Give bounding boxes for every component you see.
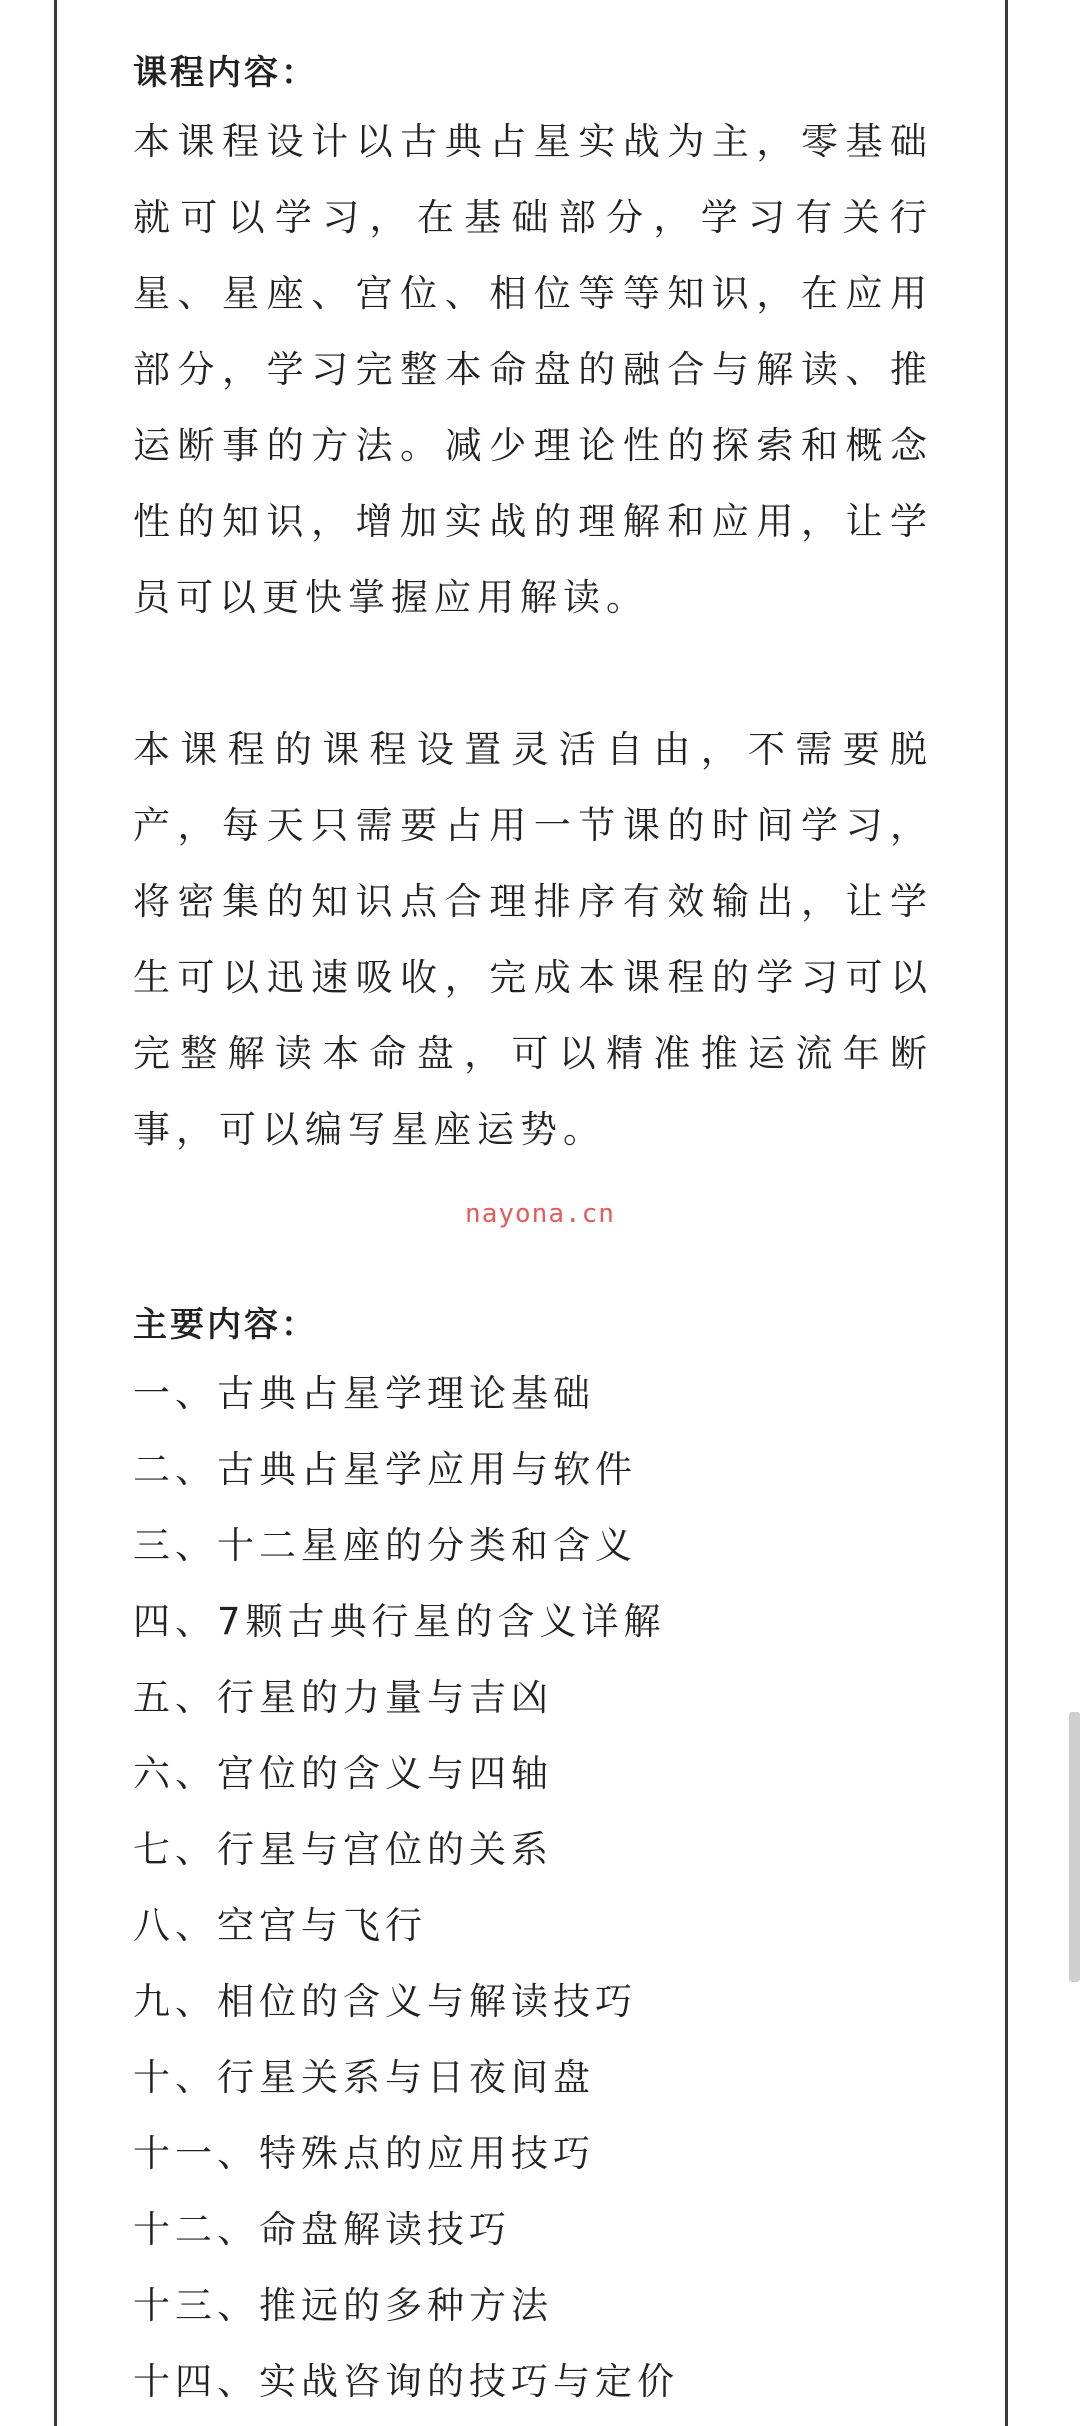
watermark-text: nayona.cn (465, 1199, 615, 1229)
main-content-list (133, 1356, 933, 2420)
list-item: 二、古典占星学应用与软件 (133, 1448, 637, 1491)
course-content-heading: 课程内容： (133, 53, 318, 93)
list-item: 十三、推远的多种方法 (133, 2284, 553, 2327)
list-item: 六、宫位的含义与四轴 (133, 1752, 553, 1795)
main-content-heading: 主要内容： (133, 1305, 318, 1345)
list-item: 三、十二星座的分类和含义 (133, 1524, 637, 1567)
section-spacer (133, 1238, 933, 1294)
list-item: 十二、命盘解读技巧 (133, 2208, 511, 2251)
paragraph-spacer (133, 636, 933, 712)
list-item: 十一、特殊点的应用技巧 (133, 2132, 595, 2175)
article-content (133, 42, 933, 2420)
list-item: 七、行星与宫位的关系 (133, 1828, 553, 1871)
list-item: 八、空宫与飞行 (133, 1904, 427, 1947)
course-schedule-paragraph: 本课程的课程设置灵活自由，不需要脱产，每天只需要占用一节课的时间学习，将密集的知识点合理排序有效输出，让学生可以迅速吸收，完成本课程的学习可以完整解读本命盘，可以精准推运流年断事，可以编写星座运势。 (133, 728, 933, 1151)
list-item: 十、行星关系与日夜间盘 (133, 2056, 595, 2099)
course-description-paragraph: 本课程设计以古典占星实战为主，零基础就可以学习，在基础部分，学习有关行星、星座、宫位、相位等等知识，在应用部分，学习完整本命盘的融合与解读、推运断事的方法。减少理论性的探索和概念性的知识，增加实战的理解和应用，让学员可以更快掌握应用解读。 (133, 120, 933, 619)
list-item: 九、相位的含义与解读技巧 (133, 1980, 637, 2023)
scrollbar-thumb[interactable] (1069, 1712, 1080, 1982)
list-item: 五、行星的力量与吉凶 (133, 1676, 553, 1719)
list-item: 十四、实战咨询的技巧与定价 (133, 2360, 679, 2403)
list-item: 一、古典占星学理论基础 (133, 1372, 595, 1415)
list-item: 四、7颗古典行星的含义详解 (133, 1600, 666, 1643)
